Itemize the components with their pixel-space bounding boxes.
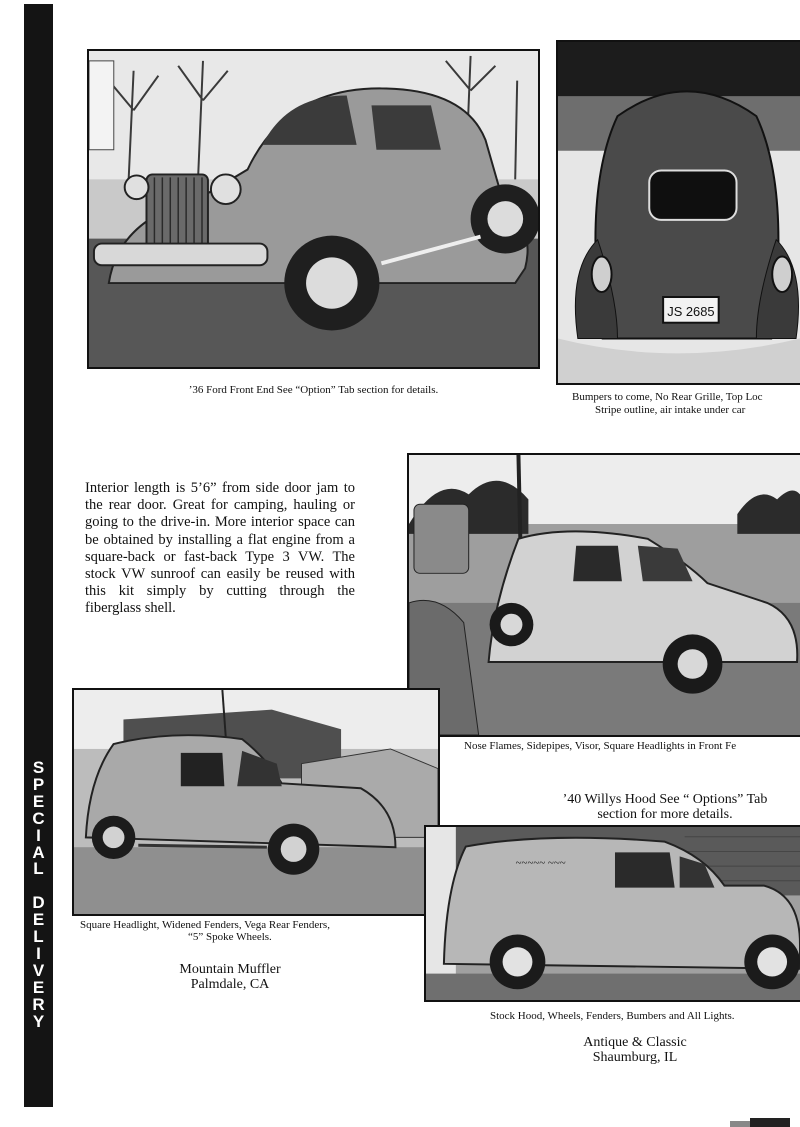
- scan-edge-mark: [730, 1121, 750, 1127]
- photo-rear-view: [556, 40, 800, 385]
- svg-text:~~~~~ ~~~: ~~~~~ ~~~: [515, 857, 566, 870]
- willys-note-line2: section for more details.: [597, 807, 733, 822]
- caption-rear-view-line1: Bumpers to come, No Rear Grille, Top Loc: [572, 391, 763, 403]
- sidebar-label: S P E C I A L D E L I V E R Y: [32, 758, 45, 1031]
- caption-rear-view-line2: Stripe outline, air intake under car: [595, 404, 746, 416]
- credit-left: [140, 962, 320, 992]
- willys-note: [540, 792, 790, 822]
- photo-nose-flames: [407, 453, 800, 737]
- caption-stock-hood: Stock Hood, Wheels, Fenders, Bumbers and All Lights.: [490, 1010, 735, 1022]
- willys-note-line1: ’40 Willys Hood See “ Options” Tab: [562, 792, 768, 807]
- credit-right: [545, 1035, 725, 1065]
- credit-right-place: Shaumburg, IL: [592, 1050, 678, 1065]
- credit-left-name: Mountain Muffler: [179, 962, 281, 977]
- caption-square-headlight-line2: “5” Spoke Wheels.: [188, 931, 272, 943]
- license-plate-text: JS 2685: [667, 303, 715, 319]
- credit-right-name: Antique & Classic: [583, 1035, 687, 1050]
- caption-square-headlight-line1: Square Headlight, Widened Fenders, Vega Rear Fenders,: [80, 919, 330, 931]
- scan-edge-mark-dark: [750, 1118, 790, 1127]
- caption-nose-flames: Nose Flames, Sidepipes, Visor, Square Headlights in Front Fe: [464, 740, 737, 752]
- photo-stock-hood: [424, 825, 800, 1002]
- photo-ford-front-end: [87, 49, 540, 369]
- caption-ford-front-end: ’36 Ford Front End See “Option” Tab section for details.: [188, 384, 439, 396]
- photo-square-headlight: [72, 688, 440, 916]
- credit-left-place: Palmdale, CA: [190, 977, 270, 992]
- body-text: Interior length is 5’6” from side door jam to the rear door. Great for camping, hauling or going to the drive-in. More interior space can be obtained by installing a flat engine from a square-back or fast-back Type 3 VW. The stock VW sunroof can easily be reused with this kit simply by cutting through the fiberglass shell.: [85, 480, 355, 617]
